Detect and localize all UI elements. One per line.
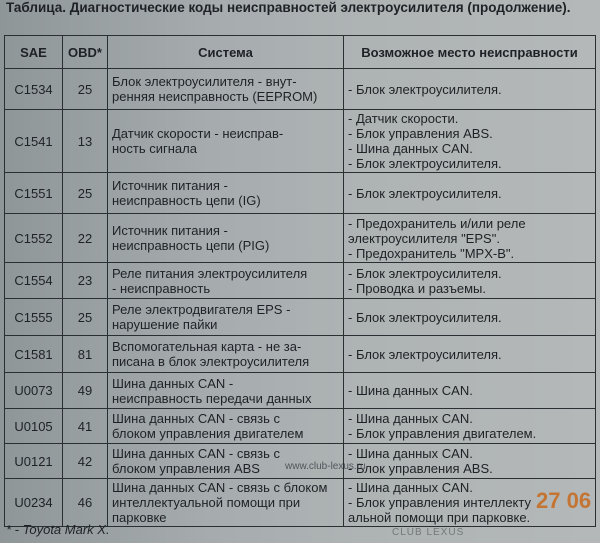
location-cell [344,373,596,409]
system-cell [108,173,344,214]
system-text: блоком управления двигателем [112,426,304,441]
location-text: - Блок электроусилителя. [348,309,502,325]
location-text: - Блок электроусилителя. [348,81,502,97]
location-cell [344,409,596,444]
footnote: * - Toyota Mark X. [6,522,110,537]
system-text: интеллектуальной помощи при [112,495,301,510]
system-cell [108,214,344,263]
system-text: Источник питания - [112,223,228,238]
obd-code: 46 [63,479,108,527]
system-cell [108,299,344,336]
table-row [5,173,596,214]
location-cell [344,173,596,214]
table-row [5,214,596,263]
location-text: - Предохранитель и/или реле [348,215,526,231]
table-row [5,409,596,444]
system-text: Блок электроусилителя - внут- [112,74,297,89]
obd-code: 49 [63,373,108,409]
camera-datestamp: 27 06 [536,488,592,513]
system-text: нарушение пайки [112,317,218,332]
sae-code: U0121 [5,444,63,479]
location-cell [344,214,596,263]
system-text: - неисправность [112,280,211,296]
table-row [5,479,596,527]
system-text: неисправность цепи (IG) [112,193,261,208]
location-cell [344,263,596,299]
system-text: Датчик скорости - неисправ- [112,126,284,141]
system-text: парковке [112,510,167,525]
sae-code: C1551 [5,173,63,214]
location-cell [344,336,596,373]
system-text: Шина данных CAN - связь с блоком [112,480,328,495]
watermark-url: www.club-lexus.ru [285,461,366,472]
location-text: - Блок электроусилителя. [348,156,502,171]
location-text: - Блок электроусилителя. [348,185,502,201]
location-text: - Проводка и разъемы. [348,280,486,296]
obd-code: 25 [63,173,108,214]
location-cell [344,69,596,110]
table-row [5,373,596,409]
sae-code: U0234 [5,479,63,527]
location-text: - Блок электроусилителя. [348,346,502,362]
system-text: Реле электродвигателя EPS - [112,302,291,317]
location-text: - Шина данных CAN. [348,411,473,426]
sae-code: C1534 [5,69,63,110]
system-text: писана в блок электроусилителя [112,354,310,369]
table-row [5,336,596,373]
location-text: - Датчик скорости. [348,111,459,126]
obd-code: 13 [63,110,108,173]
watermark-logo: CLUB LEXUS [392,527,465,538]
system-text: неисправность передачи данных [112,390,312,406]
system-text: Вспомогательная карта - не за- [112,339,302,354]
table-row [5,263,596,299]
system-text: ность сигнала [112,141,197,156]
table-row [5,299,596,336]
location-text: - Блок электроусилителя. [348,265,502,281]
system-text: ренняя неисправность (EEPROM) [112,89,318,104]
sae-code: U0073 [5,373,63,409]
system-cell [108,263,344,299]
obd-code: 41 [63,409,108,444]
location-cell [344,110,596,173]
location-text: - Блок управления ABS. [348,126,493,141]
location-text: - Шина данных CAN. [348,141,473,156]
system-cell [108,110,344,173]
location-text: электроусилителя "EPS". [348,230,500,246]
location-text: альной помощи при парковке. [348,510,531,525]
system-cell [108,479,344,527]
obd-code: 23 [63,263,108,299]
system-text: Источник питания - [112,178,228,193]
obd-code: 25 [63,69,108,110]
header-sae: SAE [5,36,63,69]
system-cell [108,69,344,110]
system-cell [108,336,344,373]
sae-code: C1552 [5,214,63,263]
location-cell [344,444,596,479]
table-title: Таблица. Диагностические коды неисправностей электроусилителя (продолжение). [6,0,571,15]
table-header-row [5,36,596,69]
location-text: - Предохранитель "MPX-B". [348,245,515,261]
system-text: блоком управления ABS [112,461,260,476]
table-row [5,69,596,110]
system-text: Шина данных CAN - связь с [112,446,280,461]
sae-code: C1555 [5,299,63,336]
obd-code: 42 [63,444,108,479]
location-text: - Блок управления интеллекту [348,495,531,510]
system-text: неисправность цепи (PIG) [112,238,270,253]
obd-code: 81 [63,336,108,373]
obd-code: 25 [63,299,108,336]
system-text: Шина данных CAN - связь с [112,411,280,426]
sae-code: C1554 [5,263,63,299]
table-row [5,110,596,173]
sae-code: C1541 [5,110,63,173]
system-text: Реле питания электроусилителя [112,265,308,281]
system-cell [108,409,344,444]
header-system: Система [108,36,344,69]
location-cell [344,299,596,336]
dtc-table [4,35,596,527]
obd-code: 22 [63,214,108,263]
system-cell [108,373,344,409]
header-location: Возможное место неисправности [344,36,596,69]
header-obd: OBD* [63,36,108,69]
location-text: - Блок управления ABS. [348,461,493,476]
sae-code: C1581 [5,336,63,373]
location-text: - Шина данных CAN. [348,383,473,398]
location-text: - Шина данных CAN. [348,446,473,461]
location-text: - Блок управления двигателем. [348,426,537,441]
location-text: - Шина данных CAN. [348,480,473,495]
sae-code: U0105 [5,409,63,444]
system-text: Шина данных CAN - [112,375,234,391]
